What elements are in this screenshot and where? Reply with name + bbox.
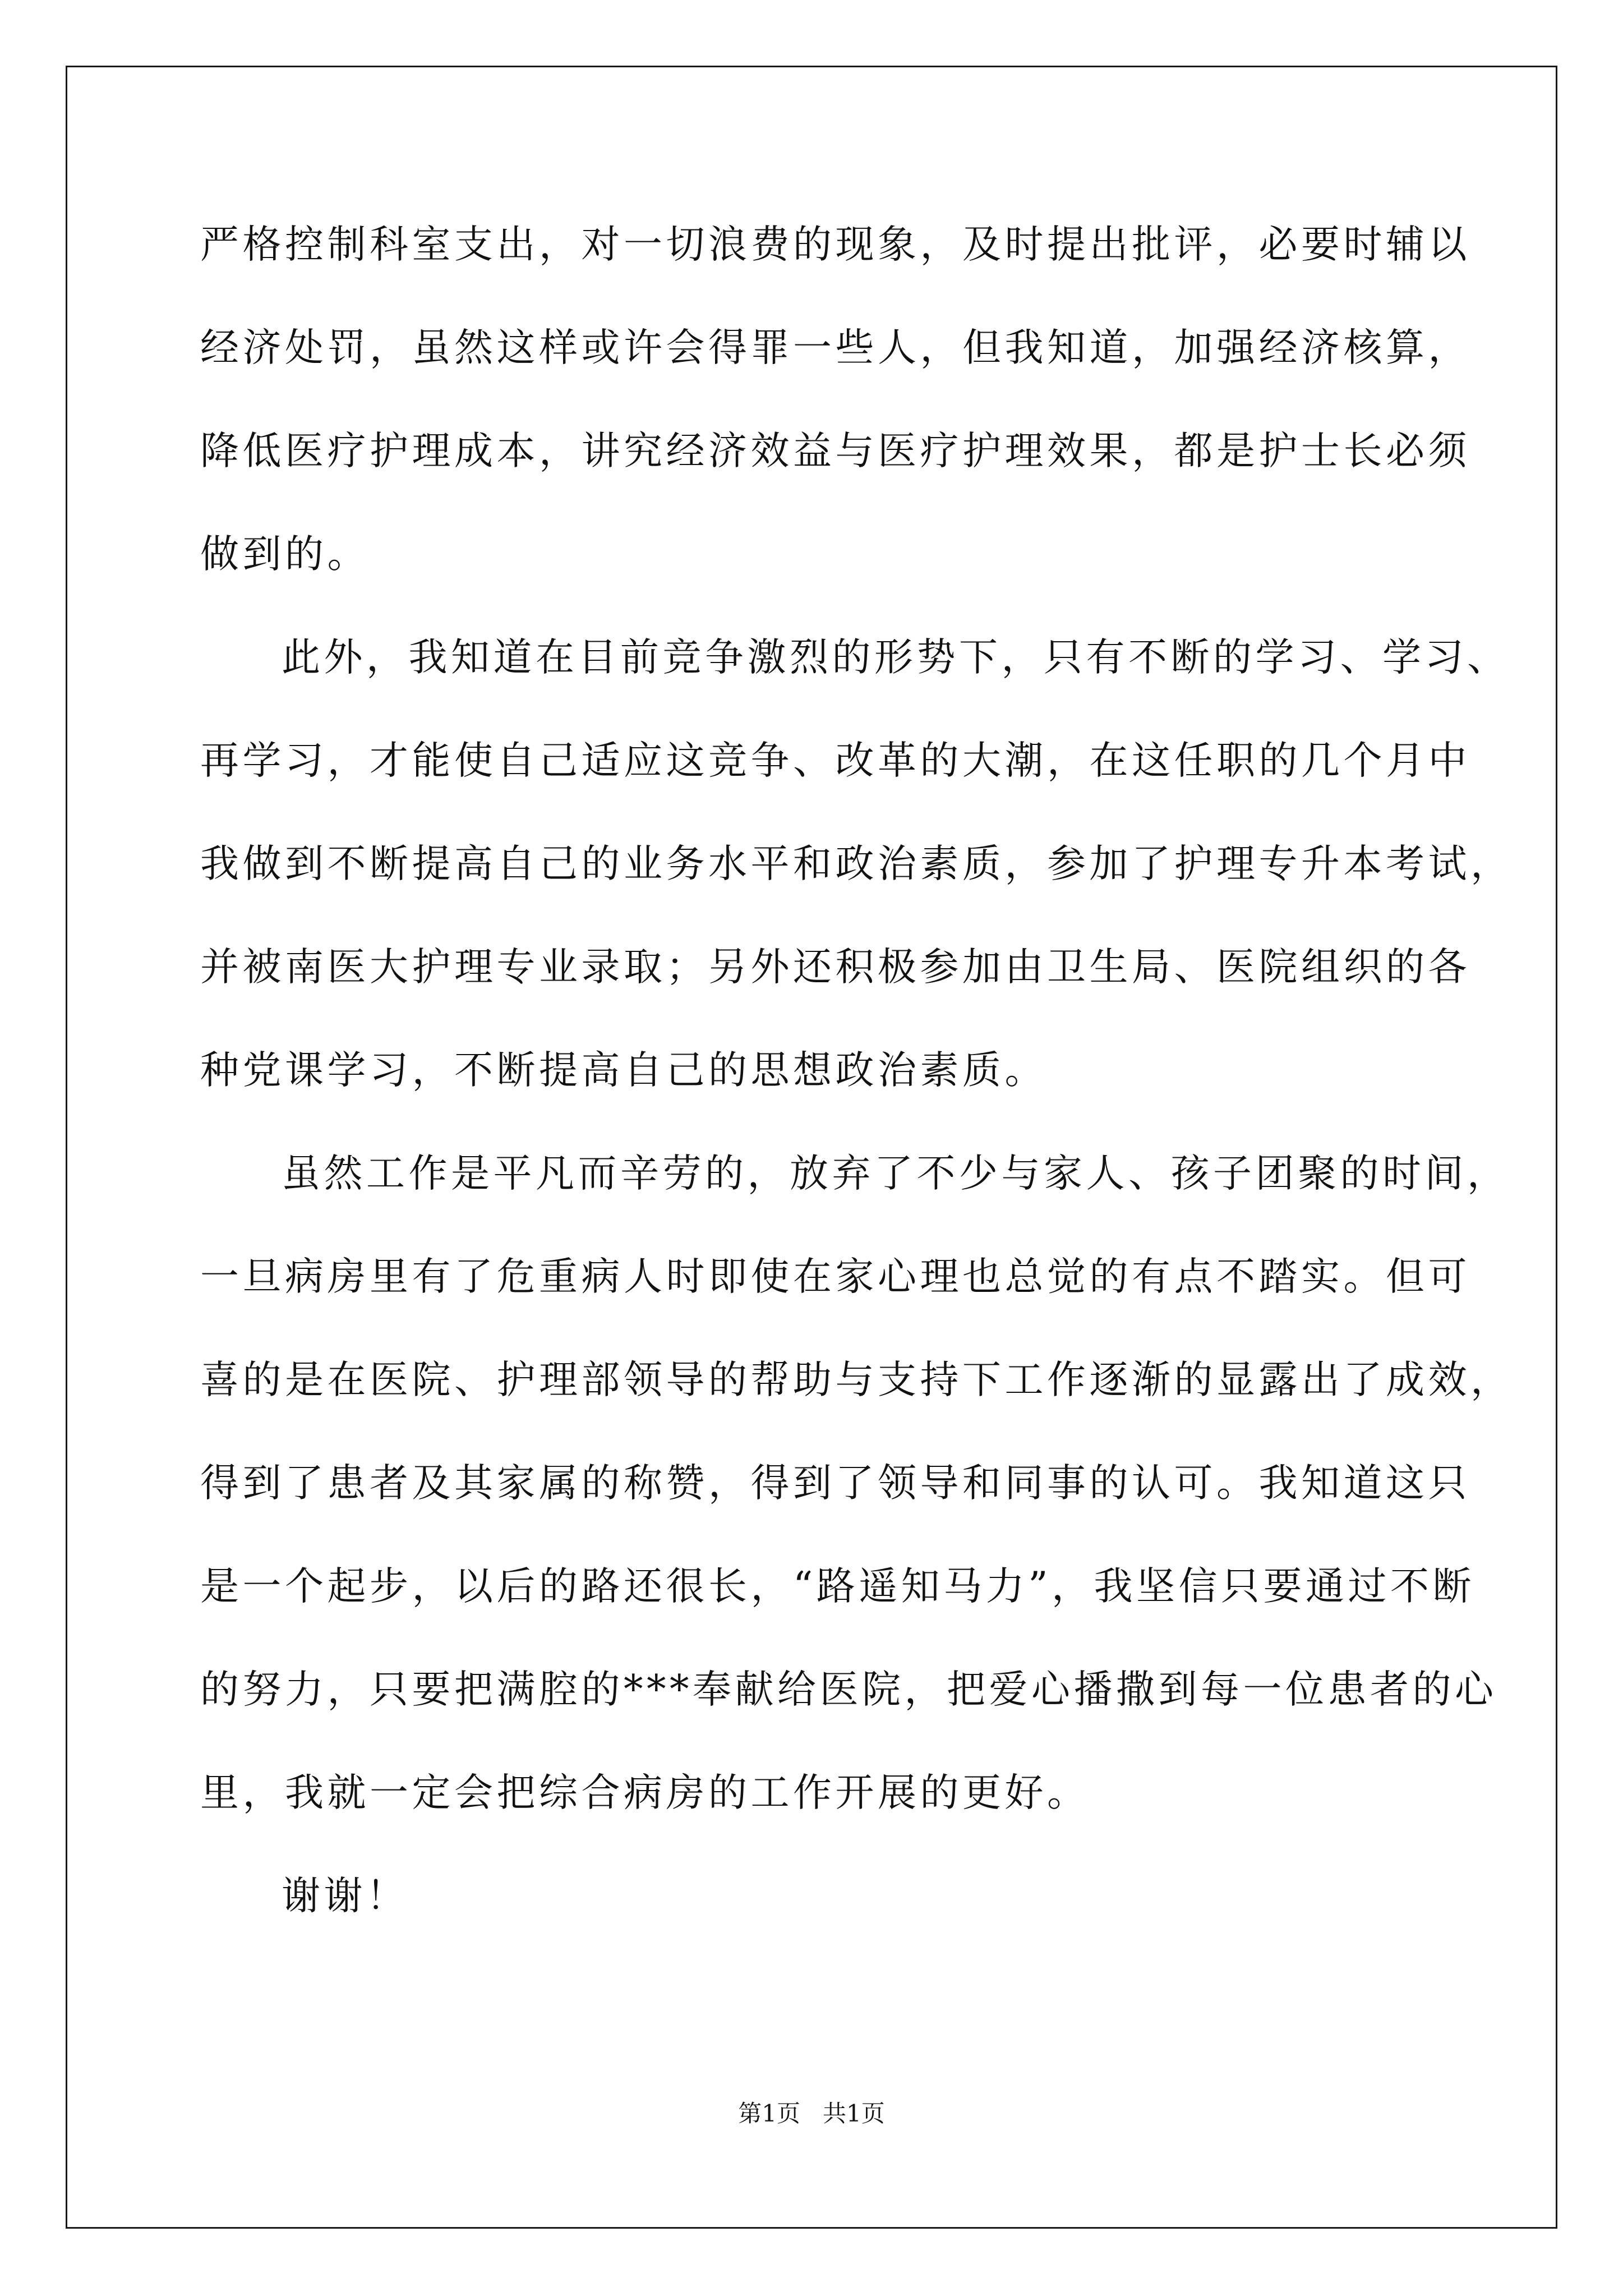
paragraph-line: 种党课学习，不断提高自己的思想政治素质。: [200, 1048, 1047, 1093]
paragraph-line: 是一个起步，以后的路还很长，“路遥知马力”，我坚信只要通过不断: [200, 1564, 1476, 1609]
paragraph-line: 虽然工作是平凡而辛劳的，放弃了不少与家人、孩子团聚的时间，: [282, 1151, 1510, 1196]
paragraph-line: 经济处罚，虽然这样或许会得罪一些人，但我知道，加强经济核算，: [200, 325, 1470, 370]
paragraph-line: 里，我就一定会把综合病房的工作开展的更好。: [200, 1770, 1090, 1815]
paragraph-line: 得到了患者及其家属的称赞，得到了领导和同事的认可。我知道这只: [200, 1461, 1470, 1506]
closing-line: 谢谢！: [282, 1874, 409, 1918]
paragraph-line: 的努力，只要把满腔的***奉献给医院，把爱心播撒到每一位患者的心: [200, 1667, 1497, 1712]
paragraph-line: 降低医疗护理成本，讲究经济效益与医疗护理效果，都是护士长必须: [200, 429, 1470, 473]
paragraph-line: 严格控制科室支出，对一切浪费的现象，及时提出批评，必要时辅以: [200, 222, 1470, 267]
paragraph-line: 喜的是在医院、护理部领导的帮助与支持下工作逐渐的显露出了成效，: [200, 1358, 1513, 1402]
paragraph-line: 此外，我知道在目前竞争激烈的形势下，只有不断的学习、学习、: [282, 635, 1510, 680]
page-number-footer: 第1页 共1页: [738, 2100, 885, 2127]
paragraph-line: 一旦病房里有了危重病人时即使在家心理也总觉的有点不踏实。但可: [200, 1254, 1470, 1299]
paragraph-line: 再学习，才能使自己适应这竞争、改革的大潮，在这任职的几个月中: [200, 738, 1470, 783]
paragraph-line: 做到的。: [200, 532, 370, 577]
paragraph-line: 我做到不断提高自己的业务水平和政治素质，参加了护理专升本考试，: [200, 841, 1513, 886]
paragraph-line: 并被南医大护理专业录取；另外还积极参加由卫生局、医院组织的各: [200, 945, 1470, 990]
